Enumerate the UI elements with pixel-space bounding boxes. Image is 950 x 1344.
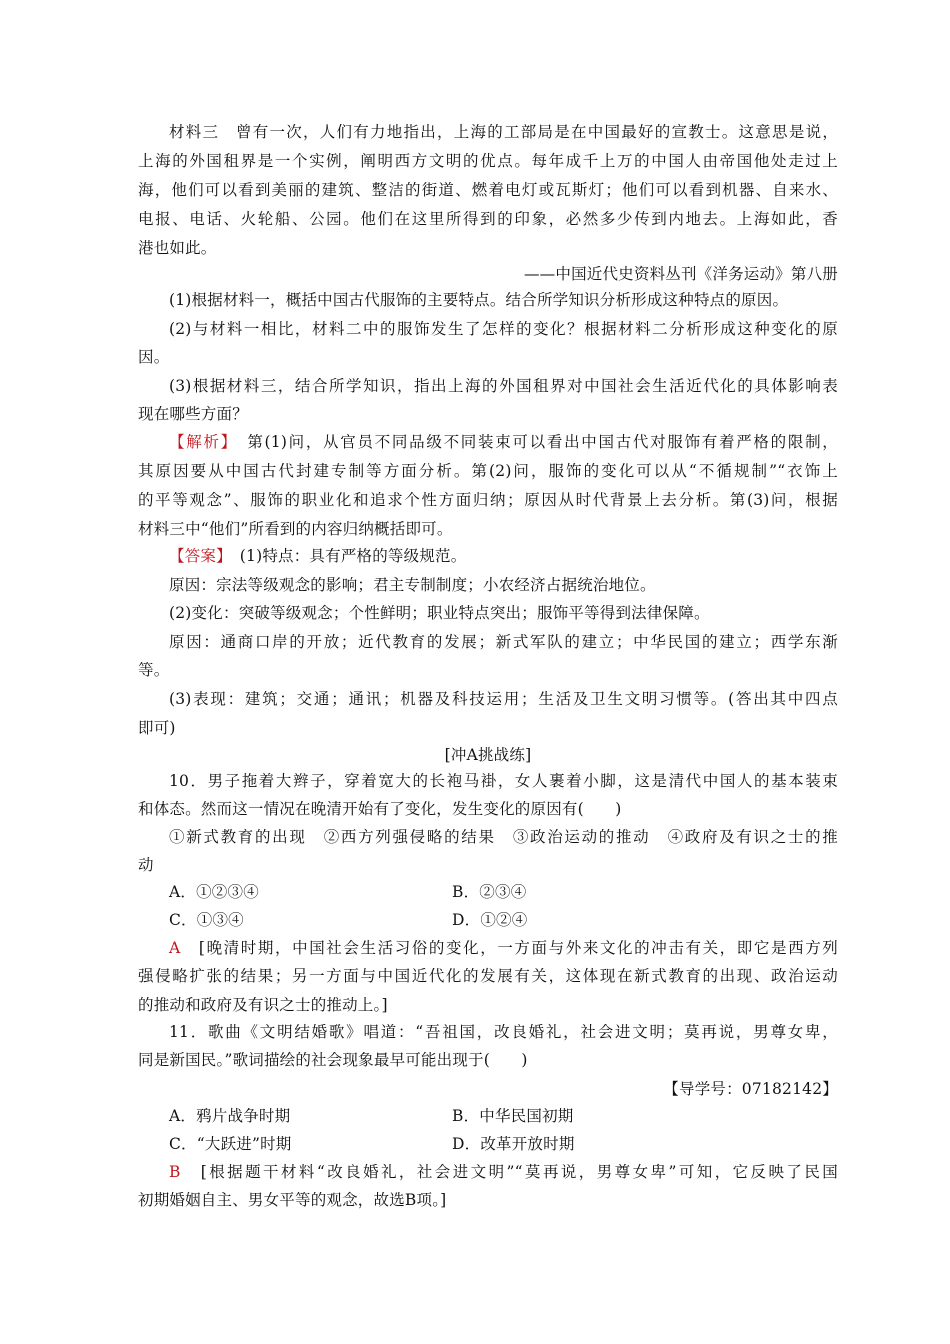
q10-explanation-text-1: [晚清时期，中国社会生活习俗的变化，一方面与外来文化的冲击有关，即它是西方列 [198, 939, 838, 957]
question-1: (1)根据材料一，概括中国古代服饰的主要特点。结合所学知识分析形成这种特点的原因。 [169, 291, 789, 309]
material3-text-1: 曾有一次，人们有力地指出，上海的工部局是在中国最好的宣教士。这意思是说， [236, 123, 839, 141]
q10-stem-line-2: 和体态。然而这一情况在晚清开始有了变化，发生变化的原因有( ) [138, 800, 622, 818]
q11-option-c: C．“大跃进”时期 [169, 1135, 292, 1153]
answer-line-1 [169, 546, 838, 566]
analysis-line-4: 材料三中“他们”所看到的内容归纳概括即可。 [138, 520, 453, 538]
analysis-line-3: 的平等观念”、服饰的职业化和追求个性方面归纳；原因从时代背景上去分析。第(3)问，根据 [138, 491, 838, 509]
answer-line-7: 即可) [138, 719, 176, 737]
q11-stem-line-1: 11．歌曲《文明结婚歌》唱道：“吾祖国，改良婚礼，社会进文明；莫再说，男尊女卑， [169, 1023, 838, 1041]
q10-option-c: C．①③④ [169, 911, 244, 929]
q10-options-row-2 [169, 910, 838, 930]
q11-explanation-line-2: 初期婚姻自主、男女平等的观念，故选B项。] [138, 1191, 447, 1209]
question-3-line-1: (3)根据材料三，结合所学知识，指出上海的外国租界对中国社会生活近代化的具体影响表 [169, 377, 838, 395]
material3-source: ——中国近代史资料丛刊《洋务运动》第八册 [523, 265, 838, 283]
answer-line-4: 原因：通商口岸的开放；近代教育的发展；新式军队的建立；中华民国的建立；西学东渐 [169, 633, 838, 651]
q11-explanation-text-1: [根据题干材料“改良婚礼，社会进文明”“莫再说，男尊女卑”可知，它反映了民国 [200, 1163, 838, 1181]
q10-answer: A [169, 939, 181, 957]
answer-line-5: 等。 [138, 661, 170, 679]
answer-line-3: (2)变化：突破等级观念；个性鲜明；职业特点突出；服饰平等得到法律保障。 [169, 604, 710, 622]
q11-explanation-line-1 [169, 1162, 838, 1182]
q10-explanation-line-2: 强侵略扩张的结果；另一方面与中国近代化的发展有关，这体现在新式教育的出现、政治运动 [138, 967, 838, 985]
analysis-text-1: 第(1)问，从官员不同品级不同装束可以看出中国古代对服饰有着严格的限制， [247, 433, 838, 451]
section-title: [冲A挑战练] [444, 746, 532, 764]
q11-guide-number: 【导学号：07182142】 [663, 1080, 838, 1098]
q10-explanation-line-1 [169, 938, 838, 958]
answer-line-6: (3)表现：建筑；交通；通讯；机器及科技运用；生活及卫生文明习惯等。(答出其中四点 [169, 690, 838, 708]
q11-options-row-1 [169, 1106, 838, 1126]
q10-items-line-1: ①新式教育的出现 ②西方列强侵略的结果 ③政治运动的推动 ④政府及有识之士的推 [169, 828, 838, 846]
material3-line-2: 上海的外国租界是一个实例，阐明西方文明的优点。每年成千上万的中国人由帝国他处走过上 [138, 152, 838, 170]
material3-label: 材料三 [169, 123, 220, 141]
answer-text-1: (1)特点：具有严格的等级规范。 [239, 547, 467, 565]
material3-line-5: 港也如此。 [138, 239, 217, 257]
answer-line-2: 原因：宗法等级观念的影响；君主专制制度；小农经济占据统治地位。 [169, 576, 656, 594]
answer-tag: 【答案】 [169, 547, 225, 565]
q11-option-d: D．改革开放时期 [452, 1135, 575, 1153]
analysis-tag: 【解析】 [169, 433, 231, 451]
q11-stem-line-2: 同是新国民。”歌词描绘的社会现象最早可能出现于( ) [138, 1051, 528, 1069]
q10-stem-line-1: 10．男子拖着大辫子，穿着宽大的长袍马褂，女人裹着小脚，这是清代中国人的基本装束 [169, 772, 838, 790]
analysis-line-1 [169, 432, 838, 452]
question-2-line-1: (2)与材料一相比，材料二中的服饰发生了怎样的变化？根据材料二分析形成这种变化的原 [169, 320, 838, 338]
material3-line-1 [169, 122, 838, 142]
q11-option-a: A．鸦片战争时期 [169, 1107, 291, 1125]
q10-option-d: D．①②④ [452, 911, 528, 929]
q11-answer: B [169, 1163, 181, 1181]
question-2-line-2: 因。 [138, 348, 170, 366]
question-3-line-2: 现在哪些方面？ [138, 405, 248, 423]
q11-options-row-2 [169, 1134, 838, 1154]
q10-items-line-2: 动 [138, 856, 154, 874]
material3-line-3: 海，他们可以看到美丽的建筑、整洁的街道、燃着电灯或瓦斯灯；他们可以看到机器、自来水、 [138, 181, 838, 199]
q10-options-row-1 [169, 882, 838, 902]
q10-option-b: B．②③④ [452, 883, 527, 901]
material3-line-4: 电报、电话、火轮船、公园。他们在这里所得到的印象，必然多少传到内地去。上海如此，香 [138, 210, 838, 228]
q10-explanation-line-3: 的推动和政府及有识之士的推动上。] [138, 996, 388, 1014]
analysis-line-2: 其原因要从中国古代封建专制等方面分析。第(2)问，服饰的变化可以从“不循规制”“衣饰上 [138, 462, 838, 480]
q10-option-a: A．①②③④ [169, 883, 259, 901]
q11-option-b: B．中华民国初期 [452, 1107, 574, 1125]
